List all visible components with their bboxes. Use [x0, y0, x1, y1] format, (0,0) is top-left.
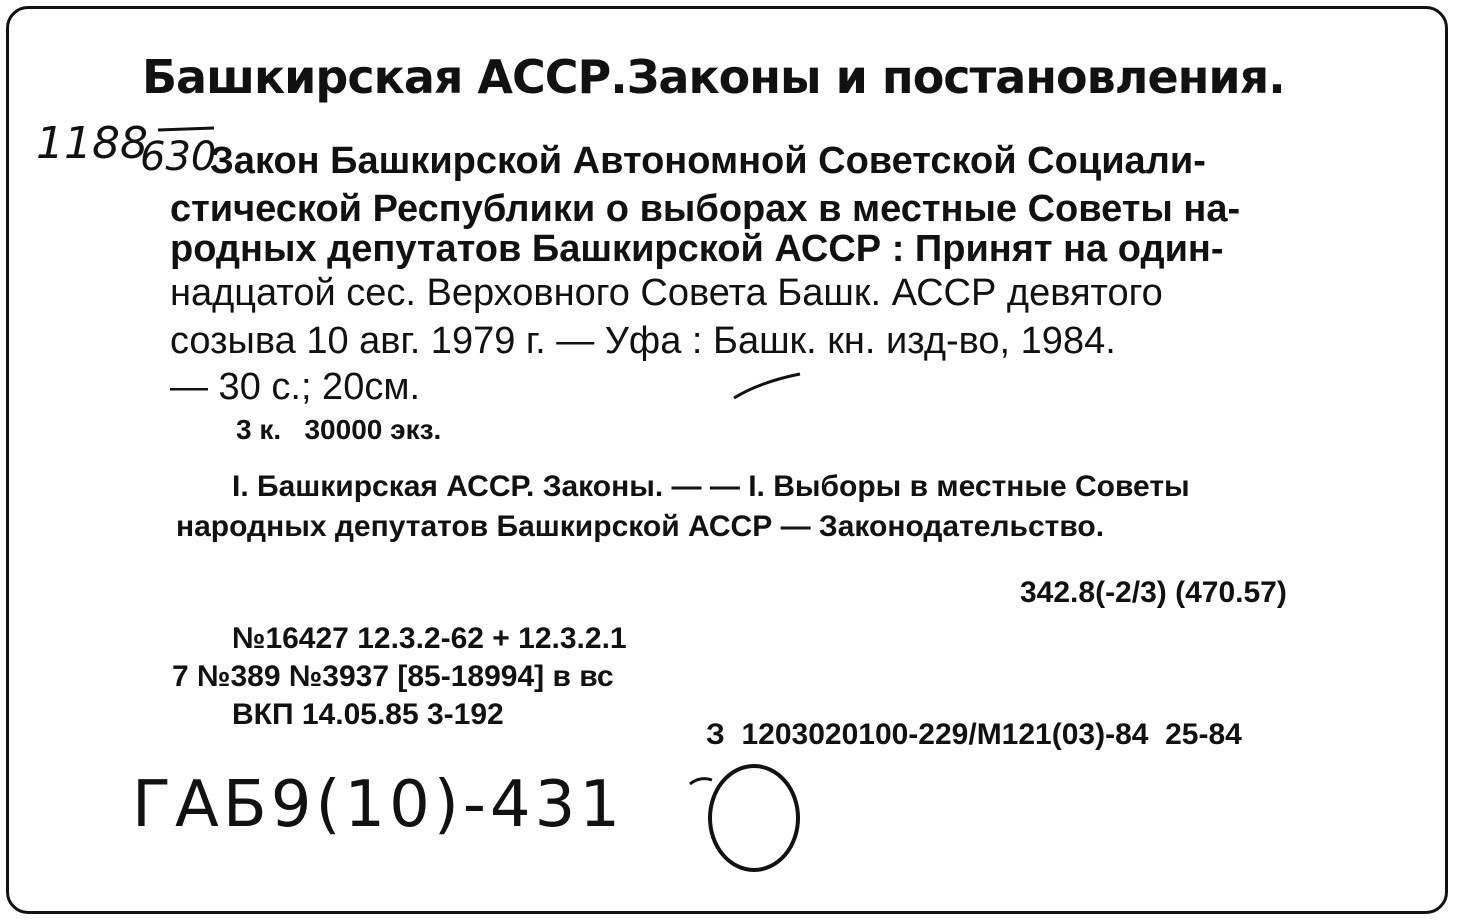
record-line-2: 7 №389 №3937 [85-18994] в вс [172, 660, 614, 693]
handwritten-circle [710, 766, 798, 870]
shelf-mark-overline [158, 128, 214, 130]
body-line-2: стической Республики о выборах в местные Советы на- [170, 188, 1241, 230]
subject-line-1: I. Башкирская АССР. Законы. — — I. Выборы в местные Советы [232, 470, 1190, 503]
body-line-5: созыва 10 авг. 1979 г. — Уфа : Башк. кн. изд-во, 1984. [170, 320, 1116, 362]
pen-stroke [734, 374, 800, 398]
classification-index: 342.8(-2/3) (470.57) [1020, 576, 1287, 609]
code-line: З 1203020100-229/М121(03)-84 25-84 [706, 718, 1242, 751]
body-line-4: надцатой сес. Верховного Совета Башк. АССР девятого [170, 272, 1163, 314]
body-line-1: Закон Башкирской Автономной Советской Социали- [210, 140, 1206, 182]
body-line-3: родных депутатов Башкирской АССР : Принят на один- [170, 228, 1224, 270]
body-line-6: — 30 с.; 20см. [170, 366, 421, 408]
record-line-1: №16427 12.3.2-62 + 12.3.2.1 [232, 622, 627, 655]
subject-line-2: народных депутатов Башкирской АССР — Законодательство. [176, 510, 1105, 543]
shelf-mark: 630 [140, 134, 217, 180]
price-line: 3 к. 30000 экз. [236, 414, 442, 445]
record-line-3: ВКП 14.05.85 3-192 [232, 698, 504, 731]
pen-tick [690, 779, 712, 784]
card-heading: Башкирская АССР.Законы и постановления. [142, 50, 1285, 104]
handwritten-code: ГАБ9(10)-431 [132, 768, 625, 842]
handwritten-number: 1188 [36, 118, 148, 169]
